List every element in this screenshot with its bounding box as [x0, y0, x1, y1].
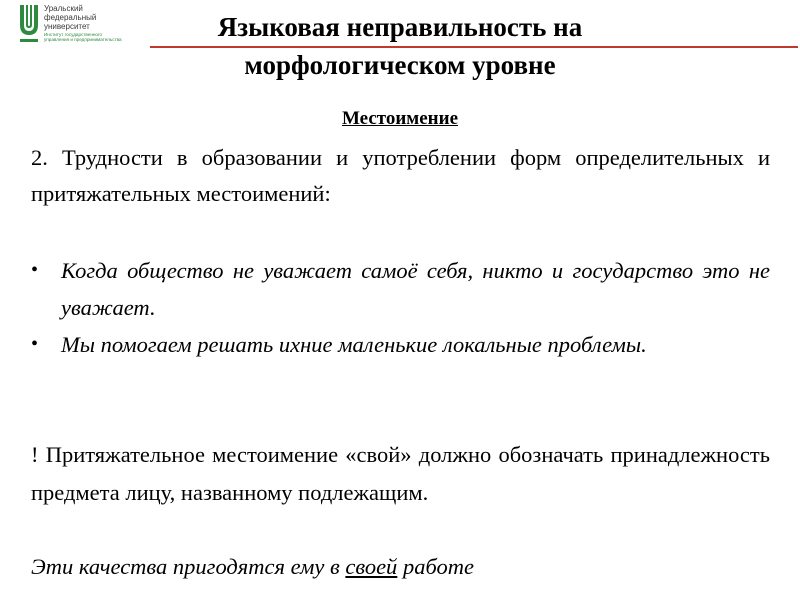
title-divider [150, 46, 798, 48]
ural-university-logo-icon [18, 3, 40, 47]
logo-line: федеральный [44, 13, 97, 22]
university-logo [18, 3, 148, 47]
paragraph-rule: ! Притяжательное местоимение «свой» должно обозначать принадлежность предмета лицу, названному подлежащим. [31, 442, 770, 505]
logo-subtitle: Институт государственного [44, 32, 103, 37]
slide-title: Языковая неправильность на морфологическом уровне [217, 12, 583, 80]
list-item [31, 252, 770, 326]
example-text: Эти качества пригодятся ему в [31, 554, 346, 579]
section-subheading: Местоимение [341, 108, 458, 129]
bullet-icon: • [31, 333, 39, 355]
logo-subtitle: управления и предпринимательства [44, 37, 122, 43]
paragraph-example [31, 548, 770, 586]
example-text: работе [397, 554, 474, 579]
example-highlight: своей [345, 554, 398, 579]
bullet-icon: • [31, 259, 39, 281]
logo-text [44, 4, 122, 42]
logo-line: университет [44, 22, 90, 31]
logo-line: Уральский [44, 4, 83, 13]
list-item [31, 326, 770, 363]
paragraph-difficulties: 2. Трудности в образовании и употреблении форм определительных и притяжательных местоимений: [31, 145, 770, 206]
list-item-text: Когда общество не уважает самоё себя, никто и государство это не уважает. [61, 258, 770, 320]
list-item-text: Мы помогаем решать ихние маленькие локальные проблемы. [61, 332, 647, 357]
example-list [31, 252, 770, 363]
